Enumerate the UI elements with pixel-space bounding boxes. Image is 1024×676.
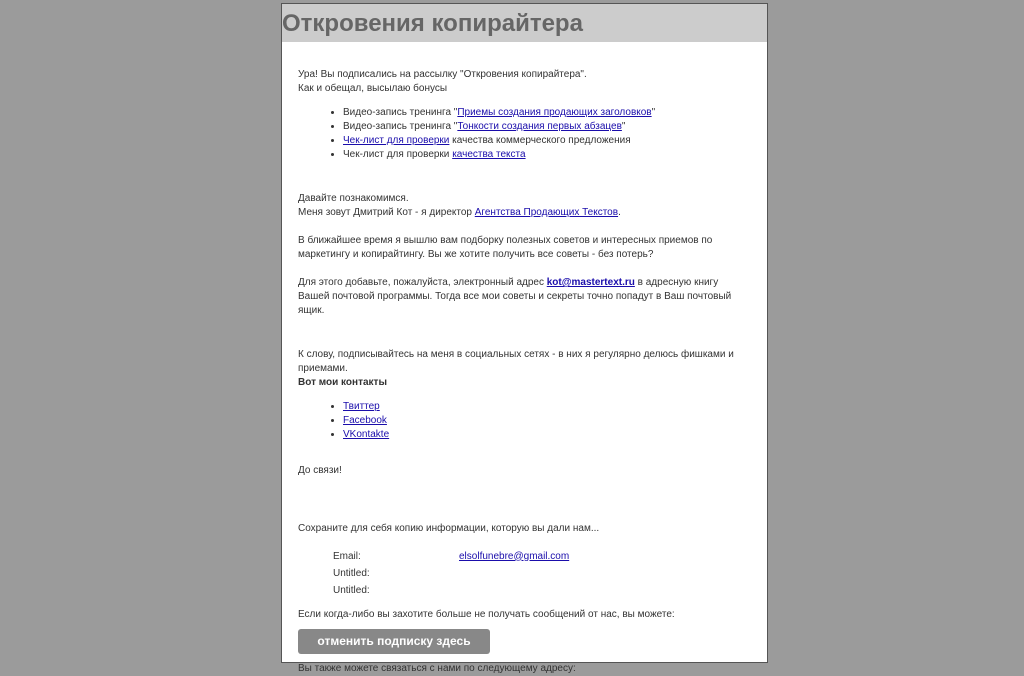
list-item	[343, 134, 751, 148]
email-page	[281, 3, 768, 674]
intro-line-1: Ура! Вы подписались на рассылку "Откровения копирайтера".	[298, 69, 587, 80]
list-item	[343, 428, 751, 442]
copy-row-untitled-2	[333, 582, 751, 599]
paragraph-soon: В ближайшее время я вышлю вам подборку полезных советов и интересных приемов по маркетингу и копирайтингу. Вы же хотите получить все советы - без потерь?	[298, 235, 713, 260]
list-item	[343, 106, 751, 120]
intro-line-2: Как и обещал, высылаю бонусы	[298, 83, 448, 94]
list-item	[343, 120, 751, 134]
copy-row-email	[333, 548, 751, 565]
bonus-link-text-quality[interactable]: качества текста	[452, 149, 526, 160]
bonus-suffix: качества коммерческого предложения	[449, 135, 631, 146]
list-item	[343, 400, 751, 414]
social-links-list	[298, 400, 751, 442]
acquaint-suffix: .	[618, 207, 621, 218]
copy-info-table	[298, 548, 751, 599]
bonus-link-paragraphs[interactable]: Тонкости создания первых абзацев	[457, 121, 622, 132]
copy-email-link[interactable]: elsolfunebre@gmail.com	[459, 550, 570, 562]
twitter-link[interactable]: Твиттер	[343, 401, 380, 412]
email-link[interactable]: kot@mastertext.ru	[546, 277, 635, 288]
bonus-link-headlines[interactable]: Приемы создания продающих заголовков	[457, 107, 652, 118]
unsubscribe-button[interactable]: отменить подписку здесь	[298, 629, 490, 654]
paragraph-add-address	[298, 276, 751, 318]
bonus-prefix: Видео-запись тренинга "	[343, 121, 458, 132]
signoff: До связи!	[298, 465, 342, 476]
acquaint-line-1: Давайте познакомимся.	[298, 193, 409, 204]
vkontakte-link[interactable]: VKontakte	[343, 429, 390, 440]
bonus-list	[298, 106, 751, 162]
bonus-link-checklist-offer[interactable]: Чек-лист для проверки	[343, 135, 450, 146]
contacts-heading: Вот мои контакты	[298, 377, 387, 388]
copy-label: Untitled:	[333, 584, 370, 596]
page-title: Откровения копирайтера	[282, 10, 583, 37]
add-prefix: Для этого добавьте, пожалуйста, электронный адрес	[298, 277, 547, 288]
email-body	[282, 42, 767, 676]
acquaint-line-2	[298, 206, 751, 220]
bonus-prefix: Чек-лист для проверки	[343, 149, 453, 160]
agency-link[interactable]: Агентства Продающих Текстов	[474, 207, 619, 218]
bonus-prefix: Видео-запись тренинга "	[343, 107, 458, 118]
copy-label: Email:	[333, 550, 361, 562]
bonus-suffix: "	[651, 107, 656, 118]
copy-row-untitled-1	[333, 565, 751, 582]
bonus-suffix: "	[621, 121, 626, 132]
unsubscribe-text: Если когда-либо вы захотите больше не получать сообщений от нас, вы можете:	[298, 609, 675, 620]
acquaint-prefix: Меня зовут Дмитрий Кот - я директор	[298, 207, 475, 218]
list-item	[343, 148, 751, 162]
copy-label: Untitled:	[333, 567, 370, 579]
email-header	[282, 4, 767, 42]
copy-info-text: Сохраните для себя копию информации, которую вы дали нам...	[298, 523, 600, 534]
add-suffix: в адресную книгу Вашей почтовой программы. Тогда все мои советы и секреты точно попадут в Ваш почтовый ящик.	[298, 277, 732, 316]
facebook-link[interactable]: Facebook	[343, 415, 387, 426]
contact-text: Вы также можете связаться с нами по следующему адресу:	[298, 663, 576, 674]
list-item	[343, 414, 751, 428]
social-text: К слову, подписывайтесь на меня в социальных сетях - в них я регулярно делюсь фишками и приемами.	[298, 349, 734, 374]
